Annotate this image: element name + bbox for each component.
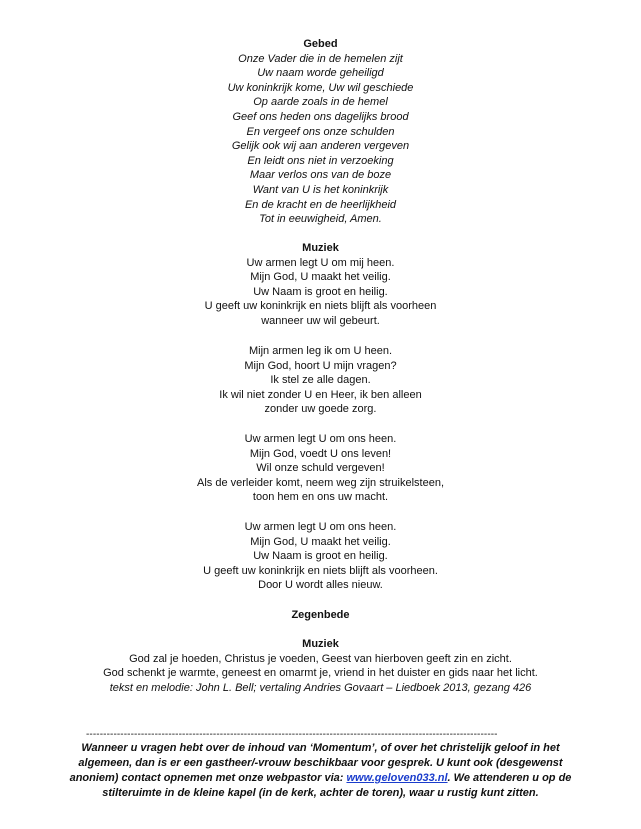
prayer-line: Op aarde zoals in de hemel <box>253 96 388 109</box>
song-line: U geeft uw koninkrijk en niets blijft als voorheen. <box>203 564 438 577</box>
song-verse-4 <box>0 520 641 593</box>
footer-notice <box>60 741 581 801</box>
song-line: Uw armen legt U om mij heen. <box>246 256 395 269</box>
section-title-muziek: Muziek <box>302 638 339 650</box>
section-title-gebed: Gebed <box>303 38 338 50</box>
song-line: Uw Naam is groot en heilig. <box>253 550 388 563</box>
prayer-line: En leidt ons niet in verzoeking <box>247 154 394 167</box>
song-line: Als de verleider komt, neem weg zijn struikelsteen, <box>197 476 444 489</box>
song-line: wanneer uw wil gebeurt. <box>261 314 380 327</box>
section-muziek-2 <box>0 637 641 695</box>
webpastor-link[interactable]: www.geloven033.nl <box>346 772 448 784</box>
section-title-zegenbede: Zegenbede <box>291 609 350 621</box>
song-line: God schenkt je warmte, geneest en omarmt je, vriend in het duister en gids naar het licht. <box>103 667 538 680</box>
song-line: Wil onze schuld vergeven! <box>256 462 385 475</box>
prayer-line: Onze Vader die in de hemelen zijt <box>238 52 403 65</box>
prayer-line: Tot in eeuwigheid, Amen. <box>259 213 382 226</box>
prayer-line: Gelijk ook wij aan anderen vergeven <box>231 140 410 153</box>
prayer-line: Maar verlos ons van de boze <box>249 169 392 182</box>
song-line: Uw Naam is groot en heilig. <box>253 285 388 298</box>
song-line: God zal je hoeden, Christus je voeden, Geest van hierboven geeft zin en zicht. <box>129 652 512 665</box>
section-title-muziek: Muziek <box>302 242 339 254</box>
song-line: U geeft uw koninkrijk en niets blijft als voorheen <box>204 300 437 313</box>
prayer-line: Want van U is het koninkrijk <box>252 183 389 196</box>
prayer-line: Uw koninkrijk kome, Uw wil geschiede <box>227 81 414 94</box>
song-line: Uw armen legt U om ons heen. <box>244 521 397 533</box>
song-credit: tekst en melodie: John L. Bell; vertaling Andries Govaart – Liedboek 2013, gezang 426 <box>109 681 532 694</box>
song-line: zonder uw goede zorg. <box>264 403 377 416</box>
song-line: Mijn God, U maakt het veilig. <box>250 535 391 548</box>
song-line: Ik stel ze alle dagen. <box>270 374 371 387</box>
song-line: Mijn God, hoort U mijn vragen? <box>244 359 397 372</box>
song-line: Mijn God, voedt U ons leven! <box>249 447 392 460</box>
dashed-divider: ------------------------------------------------------------------------------------------------------------------------ <box>86 730 498 740</box>
prayer-line: En vergeef ons onze schulden <box>246 125 395 138</box>
footer-text-1: Wanneer u vragen hebt over de inhoud van ‘Momentum’, of over het christelijk geloof in het algemeen, dan is er een gastheer/-vrouw beschikbaar voor gesprek. U kunt ook (desgewenst anoniem) contact opnemen met onze webpastor via: <box>69 742 563 784</box>
song-line: Mijn God, U maakt het veilig. <box>250 271 391 284</box>
section-zegenbede <box>0 608 641 623</box>
section-muziek-1 <box>0 241 641 329</box>
section-gebed <box>0 37 641 227</box>
song-line: toon hem en ons uw macht. <box>252 491 389 504</box>
prayer-line: Geef ons heden ons dagelijks brood <box>232 110 409 123</box>
footer-text-2: . We attenderen u op de stilteruimte in de kleine kapel (in de kerk, achter de toren), waar u rustig kunt zitten. <box>102 772 572 799</box>
song-verse-2 <box>0 344 641 417</box>
song-line: Ik wil niet zonder U en Heer, ik ben alleen <box>219 388 422 401</box>
prayer-line: En de kracht en de heerlijkheid <box>244 198 397 211</box>
song-verse-3 <box>0 432 641 505</box>
prayer-line: Uw naam worde geheiligd <box>257 67 384 80</box>
song-line: Door U wordt alles nieuw. <box>258 579 383 592</box>
song-line: Uw armen legt U om ons heen. <box>244 433 397 445</box>
song-line: Mijn armen leg ik om U heen. <box>248 345 393 357</box>
